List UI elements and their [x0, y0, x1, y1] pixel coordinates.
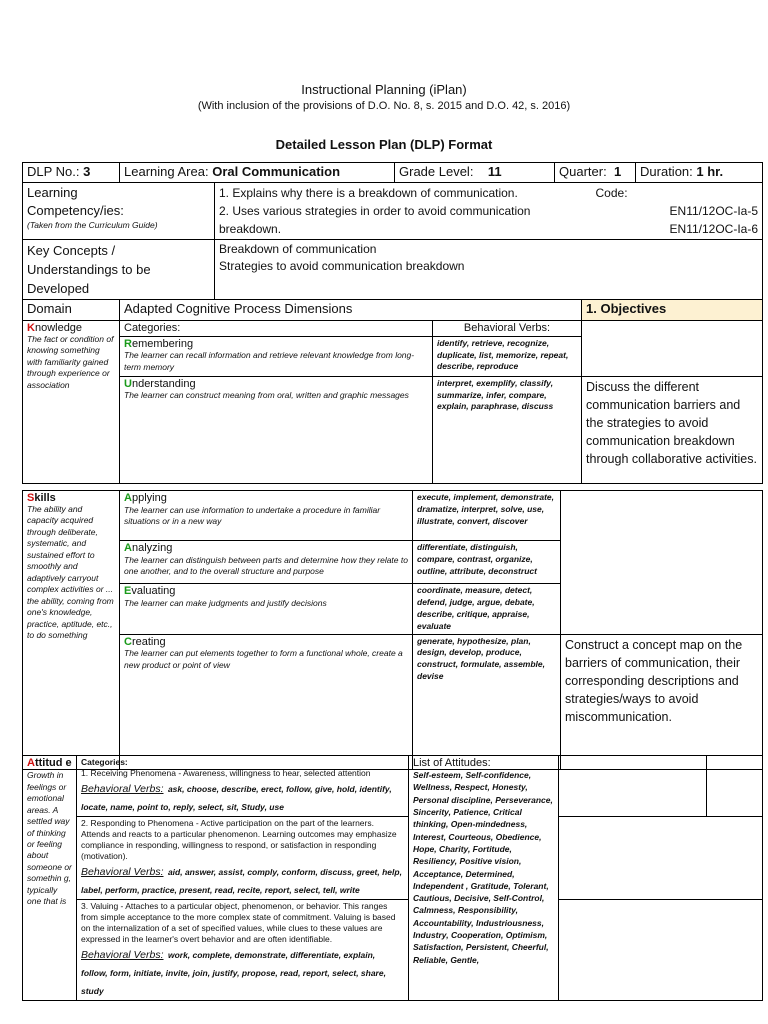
- valuing: 3. Valuing - Attaches to a particular object, phenomenon, or behavior. This ranges from simple acceptance to the more complex state of commitment. Valuing is based on the internalization of a set of specified values, while clues to these values are expressed in the learner's overt behavior and are often identifiable.: [81, 901, 396, 945]
- responding-verbs-label: Behavioral Verbs:: [81, 866, 164, 879]
- analyzing-title: [124, 542, 408, 555]
- knowledge-initial: K: [27, 322, 35, 334]
- creating-verbs: generate, hypothesize, plan, design, develop, produce, construct, formulate, assemble, devise: [413, 634, 561, 769]
- skills-title: [27, 492, 115, 504]
- attitude-blank-3: [559, 900, 763, 1001]
- applying-cell: [120, 491, 413, 541]
- concept-item-1: Breakdown of communication: [219, 242, 377, 256]
- responding-verbs: aid, answer, assist, comply, conform, discuss, greet, help, label, perform, practice, present, read, recite, report, select, tell, write: [81, 867, 402, 896]
- skills-table: [22, 490, 763, 770]
- understanding-cell: [120, 376, 433, 483]
- remembering-description: The learner can recall information and retrieve relevant knowledge from long-term memory: [124, 350, 415, 372]
- understanding-description: The learner can construct meaning from oral, written and graphic messages: [124, 390, 409, 401]
- analyzing-description: The learner can distinguish between parts and determine how they relate to one another, and to the overall structure and purpose: [124, 554, 408, 577]
- applying-rest: pplying: [131, 492, 167, 504]
- grade-label: Grade Level:: [399, 164, 474, 179]
- dlp-number-cell: [23, 163, 120, 183]
- creating-row: [23, 634, 763, 769]
- applying-initial: A: [124, 492, 132, 504]
- attitude-blank-1b: [707, 756, 763, 817]
- learning-area-cell: [120, 163, 395, 183]
- applying-verbs: execute, implement, demonstrate, dramatize, interpret, solve, use, illustrate, convert, discover: [413, 491, 561, 541]
- concepts-label-cell: [23, 240, 215, 300]
- responding-cell: [77, 817, 409, 900]
- knowledge-title: [27, 322, 115, 334]
- analyzing-initial: A: [124, 542, 132, 554]
- competency-label-cell: [23, 183, 215, 240]
- attitude-categories-label: Categories:: [81, 757, 128, 767]
- remembering-rest: emembering: [131, 337, 194, 350]
- attitude-title: [27, 757, 72, 770]
- categories-label: Categories:: [120, 321, 433, 337]
- dlp-value: 3: [83, 164, 91, 179]
- area-value: Oral Communication: [212, 164, 341, 179]
- competency-row: [23, 183, 763, 240]
- valuing-cell: [77, 900, 409, 1001]
- attitude-initial: A: [27, 757, 35, 769]
- knowledge-row-header: [23, 321, 763, 337]
- attitude-row-1: [23, 756, 763, 817]
- attitude-title-rest: ttitud e: [34, 757, 72, 769]
- concepts-row: [23, 240, 763, 300]
- duration-label: Duration:: [640, 164, 693, 179]
- skills-objective-blank: [561, 491, 763, 635]
- code-2: EN11/12OC-Ia-6: [669, 222, 759, 236]
- document-title: Instructional Planning (iPlan): [301, 82, 467, 97]
- concept-item-2: Strategies to avoid communication breakdown: [219, 259, 465, 273]
- remembering-initial: R: [124, 337, 132, 350]
- competency-item-2a: 2. Uses various strategies in order to avoid communication: [219, 204, 531, 218]
- competency-note: (Taken from the Curriculum Guide): [27, 220, 158, 230]
- concepts-label-2: Understandings to be: [27, 262, 151, 277]
- objectives-header: 1. Objectives: [582, 300, 763, 321]
- quarter-value: 1: [613, 164, 622, 179]
- creating-cell: [120, 634, 413, 769]
- attitude-domain-cell: [23, 756, 77, 1001]
- understanding-row: [23, 376, 763, 411]
- quarter-label: Quarter:: [559, 164, 607, 179]
- skills-description: The ability and capacity acquired through deliberate, systematic, and sustained effort to smoothly and adaptively carryout complex activities or ... the ability, coming from one's knowledge, practice, aptitude, etc., to do something: [27, 504, 114, 641]
- knowledge-description: The fact or condition of knowing something with familiarity gained through experience or association: [27, 334, 114, 390]
- competency-item-1: 1. Explains why there is a breakdown of communication.: [219, 186, 518, 200]
- lesson-plan-table: [22, 162, 763, 484]
- evaluating-rest: valuating: [131, 585, 176, 597]
- attitude-description: Growth in feelings or emotional areas. A settled way of thinking or feeling about someone or somethin g, typically one that is: [27, 770, 72, 907]
- competency-label-2: Competency/ies:: [27, 203, 124, 218]
- analyzing-verbs: differentiate, distinguish, compare, contrast, organize, outline, attribute, deconstruct: [413, 541, 561, 584]
- responding-verbs-line: [81, 862, 404, 898]
- concepts-label-3: Developed: [27, 281, 90, 296]
- code-cell: [582, 183, 763, 240]
- evaluating-description: The learner can make judgments and justify decisions: [124, 597, 327, 608]
- applying-row: [23, 491, 763, 541]
- attitude-list-label: List of Attitudes:: [413, 757, 491, 769]
- domain-header: Domain: [23, 300, 120, 321]
- competency-items-cell: [215, 183, 582, 240]
- concepts-label-1: Key Concepts /: [27, 243, 116, 258]
- objective-blank-1: [582, 321, 763, 377]
- valuing-verbs-line: [81, 945, 404, 999]
- analyzing-cell: [120, 541, 413, 584]
- receiving-verbs-line: [81, 779, 404, 815]
- attitude-list: Self-esteem, Self-confidence, Wellness, Respect, Honesty, Personal discipline, Perseverance, Sincerity, Patience, Critical thinking, Open-mindedness, Interest, Courteous, Obedience, Hope, Charity, Fortitude, Resiliency, Positive vision, Acceptance, Determined, Independent , Gratitude, Tolerant, Cautious, Decisive, Self-Control, Calmness, Responsibility, Accountability, Industriousness, Industry, Cooperation, Optimism, Satisfaction, Persistent, Cheerful, Reliable, Gentle,: [413, 770, 553, 965]
- dlp-label: DLP No.:: [27, 164, 80, 179]
- attitude-list-cell: [409, 756, 559, 1001]
- responding-phenomena: 2. Responding to Phenomena - Active participation on the part of the learners. Attends and reacts to a particular phenomenon. Learning outcomes may emphasize compliance in responding, willingness to respond, or satisfaction in responding (motivation).: [81, 818, 397, 862]
- competency-item-2b: breakdown.: [219, 222, 282, 236]
- duration-cell: [636, 163, 763, 183]
- remembering-title: [124, 338, 428, 351]
- area-label: Learning Area:: [124, 164, 209, 179]
- attitude-blank-2: [559, 817, 763, 900]
- skills-domain-cell: [23, 491, 120, 770]
- receiving-verbs-label: Behavioral Verbs:: [81, 783, 164, 796]
- concepts-items-cell: [215, 240, 763, 300]
- quarter-cell: [555, 163, 636, 183]
- info-row: [23, 163, 763, 183]
- format-title: Detailed Lesson Plan (DLP) Format: [275, 137, 493, 152]
- attitude-row-2: [23, 817, 763, 900]
- creating-description: The learner can put elements together to form a functional whole, create a new product or point of view: [124, 648, 403, 670]
- remembering-cell: [120, 336, 433, 376]
- evaluating-title: [124, 585, 408, 598]
- knowledge-objective: Discuss the different communication barriers and the strategies to avoid communication breakdown through collaborative activities.: [582, 376, 763, 483]
- grade-value: 11: [487, 164, 502, 179]
- dimensions-header: Adapted Cognitive Process Dimensions: [120, 300, 582, 321]
- applying-title: [124, 492, 408, 505]
- evaluating-verbs: coordinate, measure, detect, defend, judge, argue, debate, describe, critique, appraise, evaluate: [413, 584, 561, 635]
- understanding-verbs: interpret, exemplify, classify, summarize, infer, compare, explain, paraphrase, discuss: [433, 376, 582, 483]
- remembering-verbs: identify, retrieve, recognize, duplicate, list, memorize, repeat, describe, reproduce: [433, 336, 582, 376]
- valuing-verbs-label: Behavioral Verbs:: [81, 949, 164, 962]
- document-subtitle: (With inclusion of the provisions of D.O. No. 8, s. 2015 and D.O. 42, s. 2016): [197, 100, 571, 112]
- understanding-title: [124, 378, 428, 391]
- creating-initial: C: [124, 635, 132, 648]
- understanding-initial: U: [124, 377, 132, 390]
- creating-rest: reating: [131, 635, 166, 648]
- skills-objective: Construct a concept map on the barriers of communication, their corresponding descriptions and strategies/ways to avoid miscommunication.: [561, 634, 763, 769]
- attitude-row-3: [23, 900, 763, 1001]
- attitude-table: [22, 755, 763, 1001]
- receiving-phenomena: 1. Receiving Phenomena - Awareness, willingness to hear, selected attention: [81, 768, 371, 779]
- duration-value: 1 hr.: [696, 164, 724, 179]
- code-1: EN11/12OC-Ia-5: [669, 204, 759, 218]
- code-label: Code:: [595, 186, 628, 200]
- understanding-rest: nderstanding: [131, 377, 196, 390]
- grade-level-cell: [395, 163, 555, 183]
- competency-label-1: Learning: [27, 185, 78, 200]
- valuing-verbs: work, complete, demonstrate, differentiate, explain, follow, form, initiate, invite, join, justify, propose, read, report, select, share, study: [81, 950, 386, 997]
- applying-description: The learner can use information to undertake a procedure in familiar situations or in a new way: [124, 504, 381, 527]
- skills-title-rest: kills: [34, 492, 56, 504]
- analyzing-rest: nalyzing: [131, 542, 173, 554]
- attitude-blank-1a: [559, 756, 707, 817]
- verbs-label: Behavioral Verbs:: [433, 321, 582, 337]
- domain-header-row: [23, 300, 763, 321]
- knowledge-title-rest: nowledge: [34, 322, 83, 334]
- knowledge-domain-cell: [23, 321, 120, 484]
- creating-title: [124, 636, 408, 649]
- receiving-cell: [77, 756, 409, 817]
- skills-initial: S: [27, 492, 35, 504]
- receiving-verbs: ask, choose, describe, erect, follow, give, hold, identify, locate, name, point to, reply, select, sit, Study, use: [81, 784, 392, 813]
- evaluating-initial: E: [124, 585, 132, 597]
- evaluating-cell: [120, 584, 413, 635]
